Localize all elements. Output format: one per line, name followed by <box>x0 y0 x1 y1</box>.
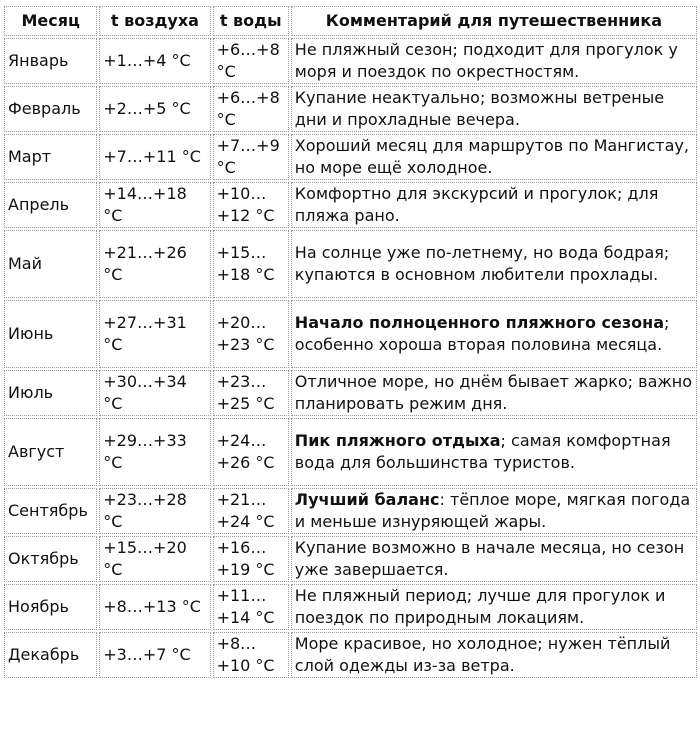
comment-text: Комфортно для экскурсий и прогулок; для пляжа рано. <box>294 184 659 225</box>
comment-text: Хороший месяц для маршрутов по Мангистау, но море ещё холодное. <box>294 136 689 177</box>
cell-air-temp: +23…+28 °C <box>99 488 210 534</box>
cell-month: Январь <box>4 38 97 84</box>
comment-text: : тёплое море, мягкая погода и меньше изнуряющей жары. <box>294 490 691 531</box>
cell-air-temp: +21…+26 °C <box>99 230 210 298</box>
header-air-temp: t воздуха <box>99 6 210 36</box>
climate-table <box>2 4 699 680</box>
cell-month: Декабрь <box>4 632 97 678</box>
cell-comment <box>291 584 697 630</box>
comment-text: Отличное море, но днём бывает жарко; важно планировать режим дня. <box>294 372 693 413</box>
comment-highlight: Лучший баланс <box>294 490 440 509</box>
comment-text: ; самая комфортная вода для большинства туристов. <box>294 431 671 472</box>
cell-air-temp: +27…+31 °C <box>99 300 210 368</box>
table-row <box>4 488 697 534</box>
table-row <box>4 230 697 298</box>
cell-air-temp: +2…+5 °C <box>99 86 210 132</box>
cell-comment <box>291 38 697 84</box>
table-row <box>4 38 697 84</box>
comment-text: ; особенно хороша вторая половина месяца. <box>294 313 670 354</box>
table-row <box>4 536 697 582</box>
cell-comment <box>291 182 697 228</box>
comment-highlight: Пик пляжного отдыха <box>294 431 501 450</box>
header-comment: Комментарий для путешественника <box>291 6 697 36</box>
cell-water-temp: +21…+24 °C <box>213 488 289 534</box>
cell-comment <box>291 86 697 132</box>
cell-water-temp: +16…+19 °C <box>213 536 289 582</box>
cell-comment <box>291 300 697 368</box>
cell-water-temp: +15…+18 °C <box>213 230 289 298</box>
cell-month: Сентябрь <box>4 488 97 534</box>
cell-month: Февраль <box>4 86 97 132</box>
cell-month: Ноябрь <box>4 584 97 630</box>
cell-month: Октябрь <box>4 536 97 582</box>
table-row <box>4 86 697 132</box>
cell-comment <box>291 418 697 486</box>
cell-air-temp: +7…+11 °C <box>99 134 210 180</box>
table-row <box>4 370 697 416</box>
cell-month: Май <box>4 230 97 298</box>
comment-text: Не пляжный сезон; подходит для прогулок у моря и поездок по окрестностям. <box>294 40 678 81</box>
header-month: Месяц <box>4 6 97 36</box>
cell-water-temp: +8…+10 °C <box>213 632 289 678</box>
cell-month: Июль <box>4 370 97 416</box>
comment-text: На солнце уже по-летнему, но вода бодрая; купаются в основном любители прохлады. <box>294 243 670 284</box>
header-row <box>4 6 697 36</box>
cell-month: Август <box>4 418 97 486</box>
header-water-temp: t воды <box>213 6 289 36</box>
cell-water-temp: +10…+12 °C <box>213 182 289 228</box>
cell-water-temp: +6…+8 °C <box>213 38 289 84</box>
cell-air-temp: +8…+13 °C <box>99 584 210 630</box>
cell-air-temp: +1…+4 °C <box>99 38 210 84</box>
cell-air-temp: +14…+18 °C <box>99 182 210 228</box>
cell-water-temp: +7…+9 °C <box>213 134 289 180</box>
cell-comment <box>291 536 697 582</box>
cell-air-temp: +30…+34 °C <box>99 370 210 416</box>
cell-water-temp: +6…+8 °C <box>213 86 289 132</box>
cell-month: Июнь <box>4 300 97 368</box>
cell-water-temp: +24…+26 °C <box>213 418 289 486</box>
table-row <box>4 418 697 486</box>
cell-air-temp: +3…+7 °C <box>99 632 210 678</box>
comment-text: Купание возможно в начале месяца, но сезон уже завершается. <box>294 538 685 579</box>
cell-air-temp: +29…+33 °C <box>99 418 210 486</box>
cell-comment <box>291 230 697 298</box>
cell-comment <box>291 370 697 416</box>
cell-comment <box>291 488 697 534</box>
cell-water-temp: +11…+14 °C <box>213 584 289 630</box>
table-row <box>4 632 697 678</box>
comment-highlight: Начало полноценного пляжного сезона <box>294 313 665 332</box>
table-row <box>4 584 697 630</box>
table-row <box>4 300 697 368</box>
cell-air-temp: +15…+20 °C <box>99 536 210 582</box>
comment-text: Не пляжный период; лучше для прогулок и поездок по природным локациям. <box>294 586 666 627</box>
comment-text: Купание неактуально; возможны ветреные дни и прохладные вечера. <box>294 88 665 129</box>
cell-water-temp: +20…+23 °C <box>213 300 289 368</box>
cell-water-temp: +23…+25 °C <box>213 370 289 416</box>
cell-month: Апрель <box>4 182 97 228</box>
table-row <box>4 182 697 228</box>
table-row <box>4 134 697 180</box>
cell-month: Март <box>4 134 97 180</box>
cell-comment <box>291 134 697 180</box>
cell-comment <box>291 632 697 678</box>
comment-text: Море красивое, но холодное; нужен тёплый слой одежды из-за ветра. <box>294 634 671 675</box>
